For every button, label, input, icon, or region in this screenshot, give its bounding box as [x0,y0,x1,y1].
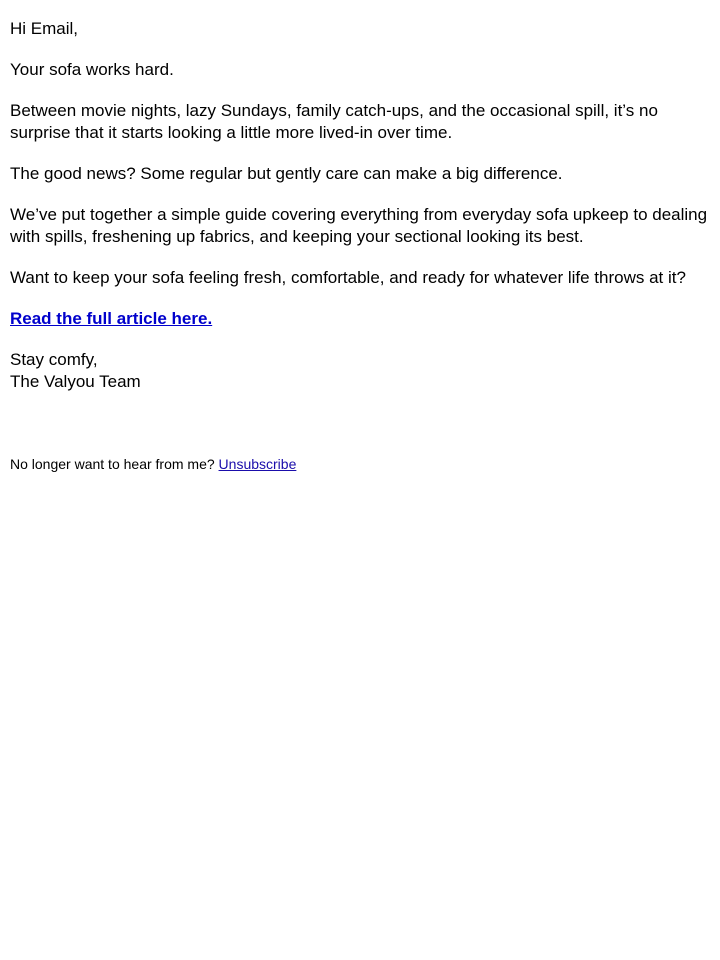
paragraph-good-news: The good news? Some regular but gently care can make a big difference. [10,164,563,183]
signoff-line: Stay comfy, [10,350,98,369]
paragraph-guide: We’ve put together a simple guide covering everything from everyday sofa upkeep to dealing with spills, freshening up fabrics, and keeping your sectional looking its best. [10,205,708,246]
email-footer [10,455,710,473]
signature: The Valyou Team [10,372,141,391]
email-body [0,0,720,473]
greeting: Hi Email, [10,19,79,38]
unsubscribe-prompt: No longer want to hear from me? [10,456,219,472]
paragraph-context: Between movie nights, lazy Sundays, family catch-ups, and the occasional spill, it’s no surprise that it starts looking a little more lived-in over time. [10,101,658,142]
read-article-link[interactable]: Read the full article here. [10,309,213,328]
signoff [10,349,710,393]
cta-paragraph [10,308,710,330]
unsubscribe-link[interactable]: Unsubscribe [218,456,297,472]
paragraph-question: Want to keep your sofa feeling fresh, comfortable, and ready for whatever life throws at it? [10,268,686,287]
paragraph-intro: Your sofa works hard. [10,60,174,79]
